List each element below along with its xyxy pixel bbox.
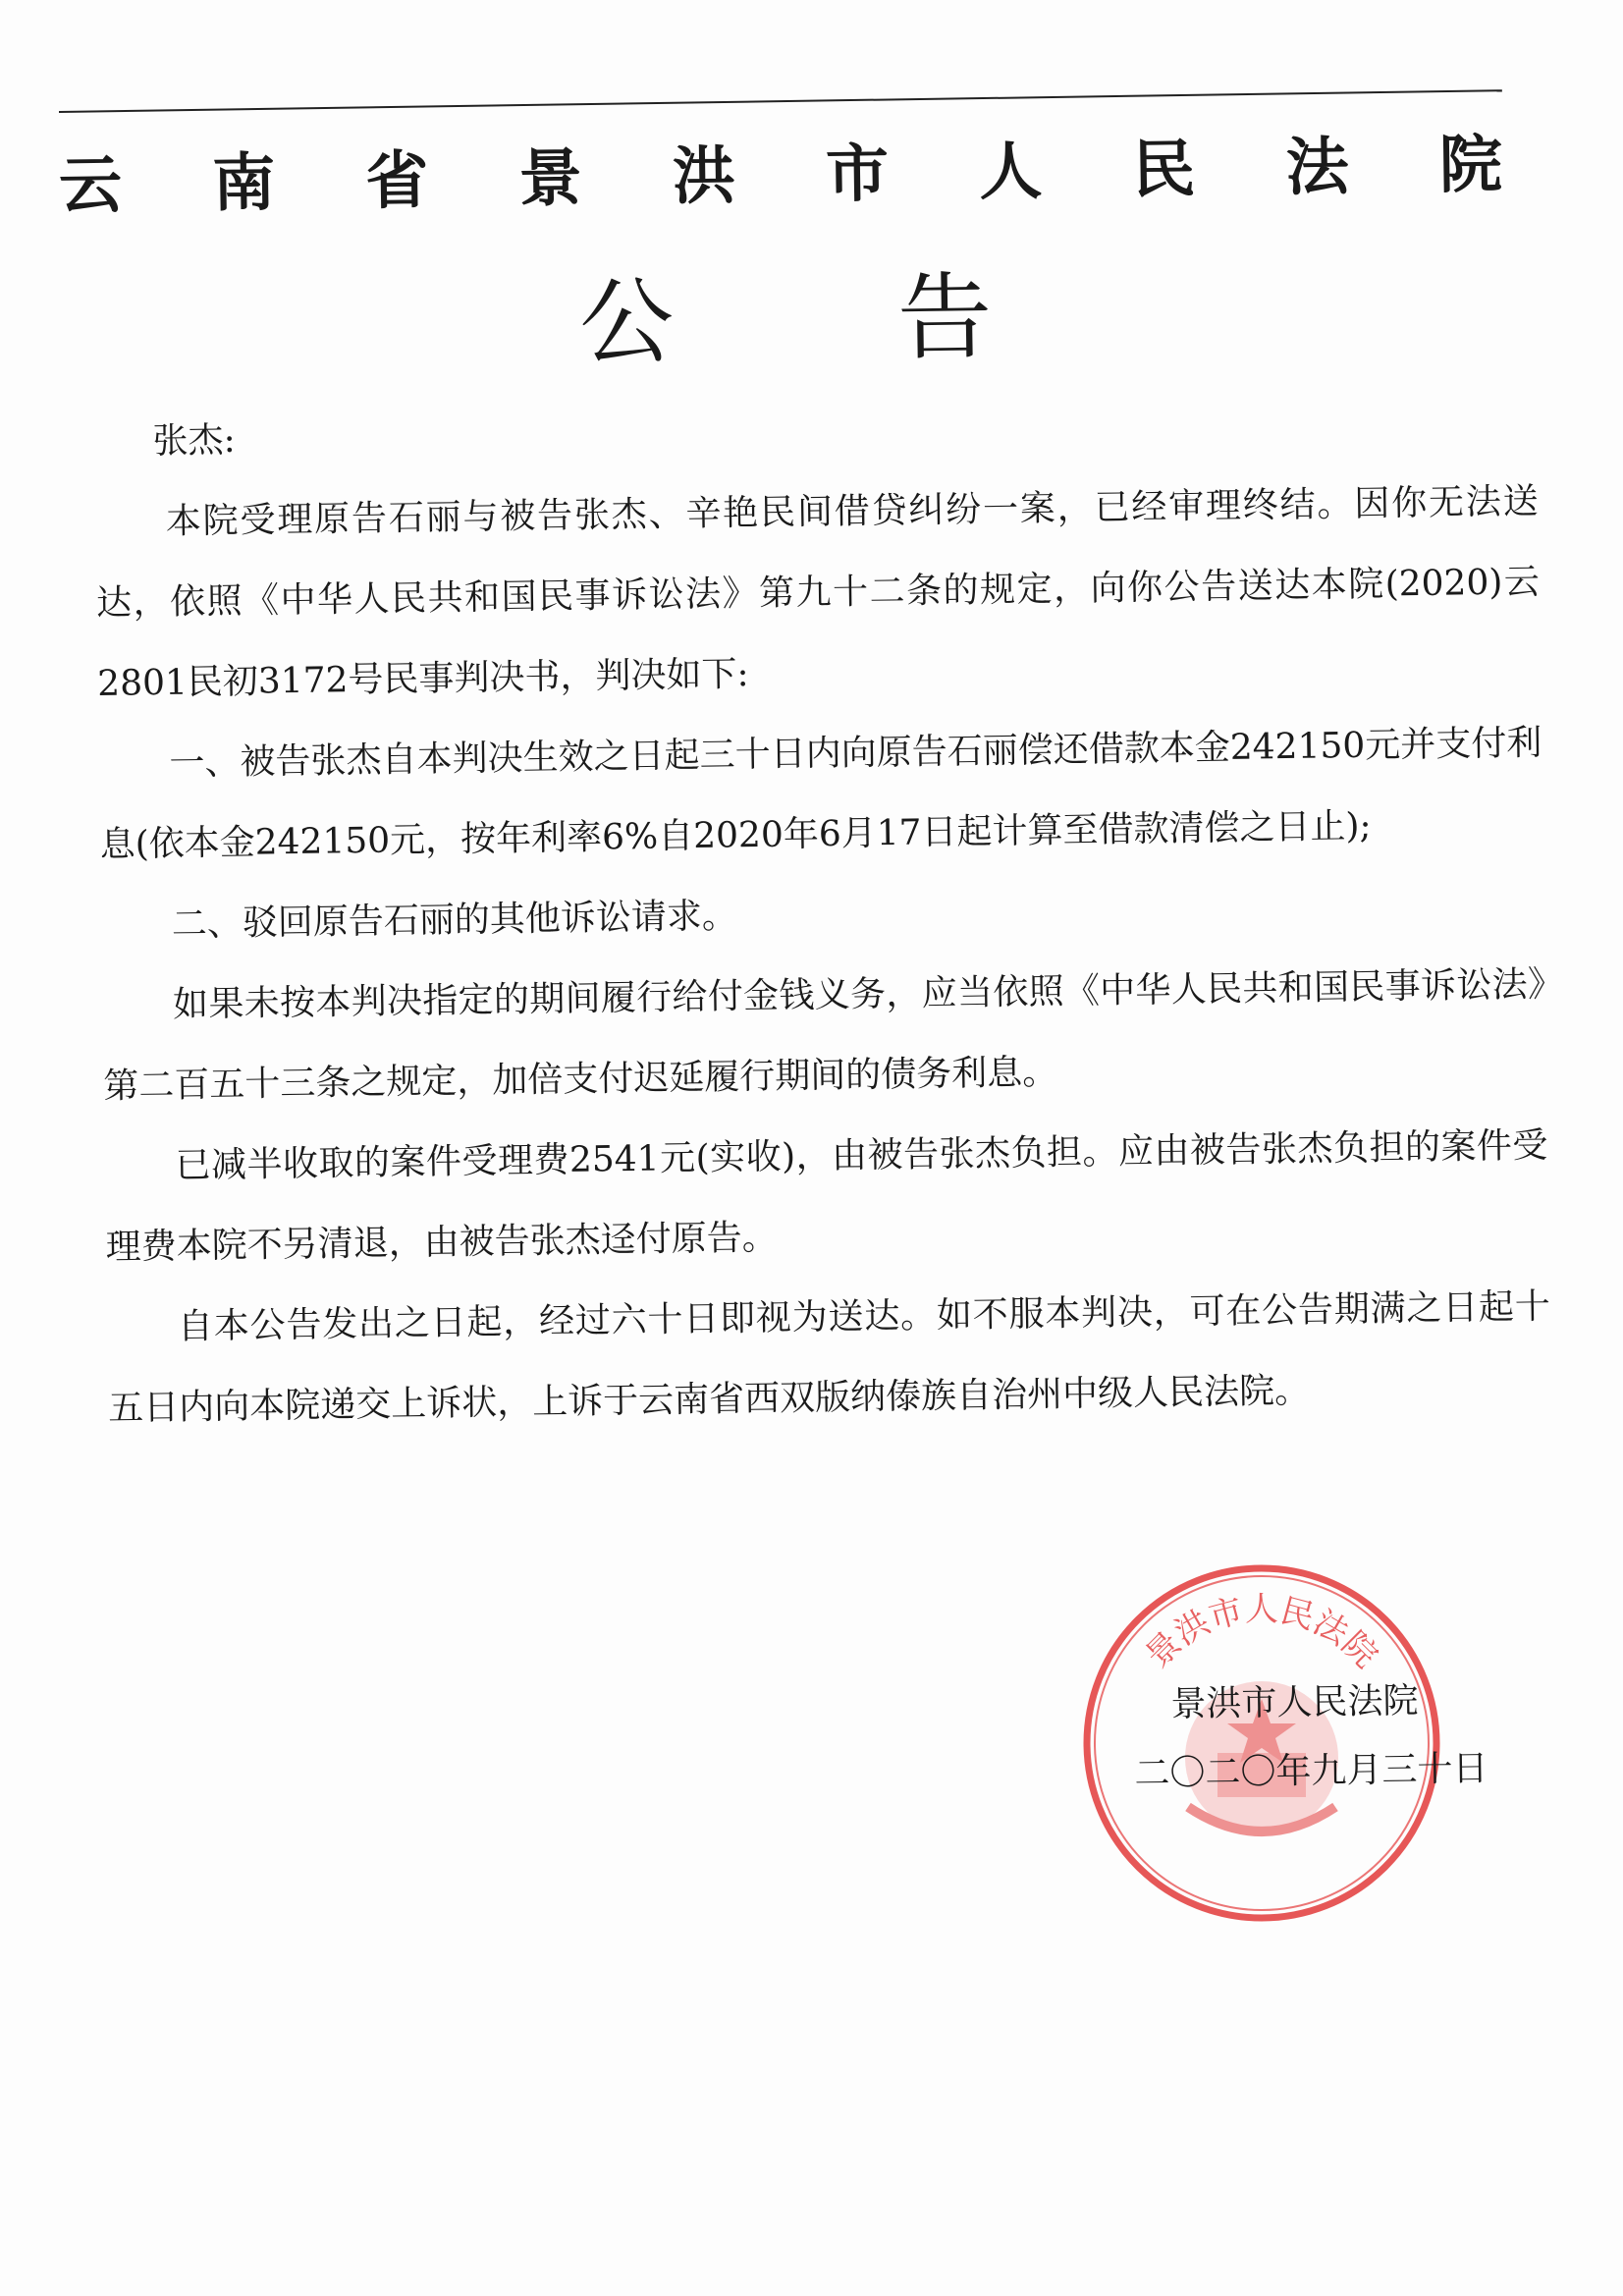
- court-name-char: 市: [825, 137, 890, 212]
- court-name-char: 景: [518, 141, 583, 217]
- paragraph-judgment-1: 一、被告张杰自本判决生效之日起三十日内向原告石丽偿还借款本金242150元并支付利息(依本金242150元，按年利率6%自2020年6月17日起计算至借款清偿之日止);: [99, 723, 1542, 865]
- court-name-char: 省: [364, 143, 430, 219]
- signature-court: 景洪市人民法院: [1170, 1680, 1419, 1725]
- court-name-char: 法: [1285, 130, 1350, 205]
- notice-body: [93, 381, 1552, 1449]
- paragraph-service-appeal: 自本公告发出之日起，经过六十日即视为送达。如不服本判决，可在公告期满之日起十五日内向本院递交上诉状，上诉于云南省西双版纳傣族自治州中级人民法院。: [107, 1286, 1551, 1429]
- signature-block: [1035, 1667, 1488, 1811]
- court-name-char: 洪: [672, 138, 736, 214]
- seal-text: 景洪市人民法院: [1138, 1590, 1385, 1676]
- court-name-char: 民: [1131, 132, 1197, 207]
- document-title: [578, 243, 993, 383]
- header-rule: [59, 89, 1502, 113]
- court-name-char: 人: [978, 135, 1043, 210]
- paragraph-late-interest: 如果未按本判决指定的期间履行给付金钱义务，应当依照《中华人民共和国民事诉讼法》第二百五十三条之规定，加倍支付迟延履行期间的债务利息。: [103, 964, 1546, 1107]
- title-char: 告: [896, 261, 993, 374]
- court-name-char: 院: [1438, 128, 1503, 203]
- paragraph-judgment-2: 二、驳回原告石丽的其他诉讼请求。: [171, 896, 738, 945]
- title-char: 公: [578, 266, 675, 379]
- court-name-heading: [58, 114, 1502, 226]
- court-name-char: 南: [211, 145, 276, 221]
- salutation: 张杰:: [152, 419, 237, 463]
- court-name-char: 云: [58, 148, 123, 223]
- paragraph-case-intro: 本院受理原告石丽与被告张杰、辛艳民间借贷纠纷一案，已经审理终结。因你无法送达，依照《中华人民共和国民事诉讼法》第九十二条的规定，向你公告送达本院(2020)云2801民初3172号民事判决书，判决如下:: [95, 481, 1541, 704]
- paragraph-court-fees: 已减半收取的案件受理费2541元(实收)，由被告张杰负担。应由被告张杰负担的案件受理费本院不另清退，由被告张杰迳付原告。: [105, 1125, 1548, 1268]
- signature-date: 二〇二〇年九月三十日: [1134, 1748, 1488, 1794]
